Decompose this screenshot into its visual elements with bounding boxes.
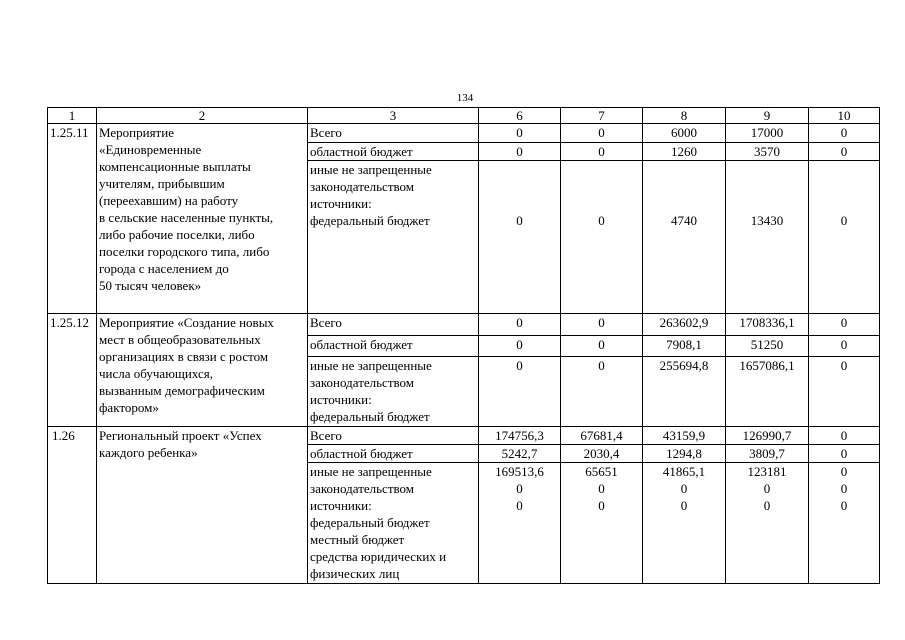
value-cell: 51250 [726,336,809,357]
name-line: 50 тысяч человек» [99,278,202,293]
source-line: источники: [310,392,372,407]
value-cell: 6000 [643,124,726,143]
value-cell: 1260 [643,143,726,161]
name-line: Мероприятие «Создание новых [99,315,274,330]
name-line: каждого ребенка» [99,445,198,460]
source-line: иные не запрещенные [310,162,432,177]
name-line: города с населением до [99,261,229,276]
value-line: 0 [840,498,848,513]
header-col-6: 6 [479,108,561,124]
source-line: законодательством [310,375,415,390]
value-cell: 1657086,1 [726,357,809,427]
value-line: 0 [598,498,605,513]
value-cell: 3809,7 [726,445,809,463]
value-cell: 0 [479,314,561,336]
value-cell: 67681,4 [561,427,643,445]
value-line: 0 [516,481,523,496]
row-name [97,427,308,584]
table-row [48,314,880,336]
source-line: иные не запрещенные [310,358,432,373]
source-cell: областной бюджет [308,445,479,463]
source-cell: областной бюджет [308,336,479,357]
value-line: 0 [680,498,688,513]
value-cell: 0 [809,143,880,161]
value-line: 65651 [585,464,618,479]
header-col-8: 8 [643,108,726,124]
header-col-2: 2 [97,108,308,124]
row-name [97,124,308,314]
value-cell [726,161,809,314]
source-cell: Всего [308,427,479,445]
source-line: федеральный бюджет [310,409,430,424]
source-line: законодательством [310,481,415,496]
value-cell: 263602,9 [643,314,726,336]
value-cell [479,161,561,314]
row-code: 1.26 [48,427,97,584]
name-line: поселки городского типа, либо [99,244,270,259]
value-cell: 1708336,1 [726,314,809,336]
value-cell: 43159,9 [643,427,726,445]
value-line: 169513,6 [495,464,544,479]
value-cell [809,161,880,314]
value-cell [561,161,643,314]
value-line: 0 [840,464,848,479]
value-cell: 0 [809,336,880,357]
value-cell: 17000 [726,124,809,143]
value-cell: 0 [561,124,643,143]
value-line: 13430 [750,213,784,228]
value-cell [643,161,726,314]
value-cell: 0 [561,143,643,161]
value-line: 0 [516,213,523,228]
value-cell: 0 [809,314,880,336]
table-row [48,124,880,143]
value-cell [809,463,880,584]
value-cell: 2030,4 [561,445,643,463]
name-line: мест в общеобразовательных [99,332,261,347]
value-cell [726,463,809,584]
source-cell [308,161,479,314]
row-code: 1.25.12 [48,314,97,427]
value-cell: 174756,3 [479,427,561,445]
source-cell: областной бюджет [308,143,479,161]
value-line: 123181 [747,464,787,479]
source-line: местный бюджет [310,532,405,547]
value-cell: 0 [809,427,880,445]
budget-table [47,107,880,584]
source-cell [308,463,479,584]
value-cell: 0 [479,124,561,143]
value-line: 0 [763,498,771,513]
name-line: «Единовременные [99,142,202,157]
header-col-1: 1 [48,108,97,124]
value-line: 0 [516,498,523,513]
name-line: либо рабочие поселки, либо [99,227,255,242]
value-line: 0 [598,481,605,496]
name-line: фактором» [99,400,159,415]
source-line: иные не запрещенные [310,464,432,479]
value-cell: 7908,1 [643,336,726,357]
header-col-10: 10 [809,108,880,124]
value-cell: 5242,7 [479,445,561,463]
source-cell: Всего [308,124,479,143]
value-cell [479,463,561,584]
value-cell: 1294,8 [643,445,726,463]
source-line: источники: [310,498,372,513]
value-line: 0 [840,213,848,228]
value-cell: 0 [479,143,561,161]
value-line: 0 [680,481,688,496]
header-col-7: 7 [561,108,643,124]
name-line: учителям, прибывшим [99,176,225,191]
name-line: компенсационные выплаты [99,159,251,174]
value-line: 0 [763,481,771,496]
value-cell: 0 [561,336,643,357]
source-line: федеральный бюджет [310,213,430,228]
value-cell: 0 [479,357,561,427]
value-cell: 0 [561,357,643,427]
row-name [97,314,308,427]
value-cell: 0 [809,357,880,427]
value-line: 4740 [671,213,697,228]
value-cell: 0 [809,124,880,143]
table-row [48,427,880,445]
value-cell: 255694,8 [643,357,726,427]
value-cell: 0 [561,314,643,336]
page-number: 134 [456,92,474,104]
source-cell: Всего [308,314,479,336]
header-row [48,108,880,124]
name-line: (переехавшим) на работу [99,193,239,208]
source-cell [308,357,479,427]
name-line: организациях в связи с ростом [99,349,269,364]
value-line: 41865,1 [662,464,706,479]
source-line: средства юридических и [310,549,447,564]
source-line: источники: [310,196,372,211]
source-line: федеральный бюджет [310,515,430,530]
name-line: Мероприятие [99,125,174,140]
source-line: физических лиц [310,566,400,581]
value-line: 0 [840,481,848,496]
source-line: законодательством [310,179,415,194]
value-cell [643,463,726,584]
value-cell: 126990,7 [726,427,809,445]
value-cell: 3570 [726,143,809,161]
value-cell [561,463,643,584]
value-line: 0 [598,213,605,228]
name-line: Региональный проект «Успех [99,428,262,443]
name-line: в сельские населенные пункты, [99,210,274,225]
value-cell: 0 [809,445,880,463]
row-code: 1.25.11 [48,124,97,314]
name-line: числа обучающихся, [99,366,214,381]
value-cell: 0 [479,336,561,357]
header-col-3: 3 [308,108,479,124]
header-col-9: 9 [726,108,809,124]
name-line: вызванным демографическим [99,383,265,398]
